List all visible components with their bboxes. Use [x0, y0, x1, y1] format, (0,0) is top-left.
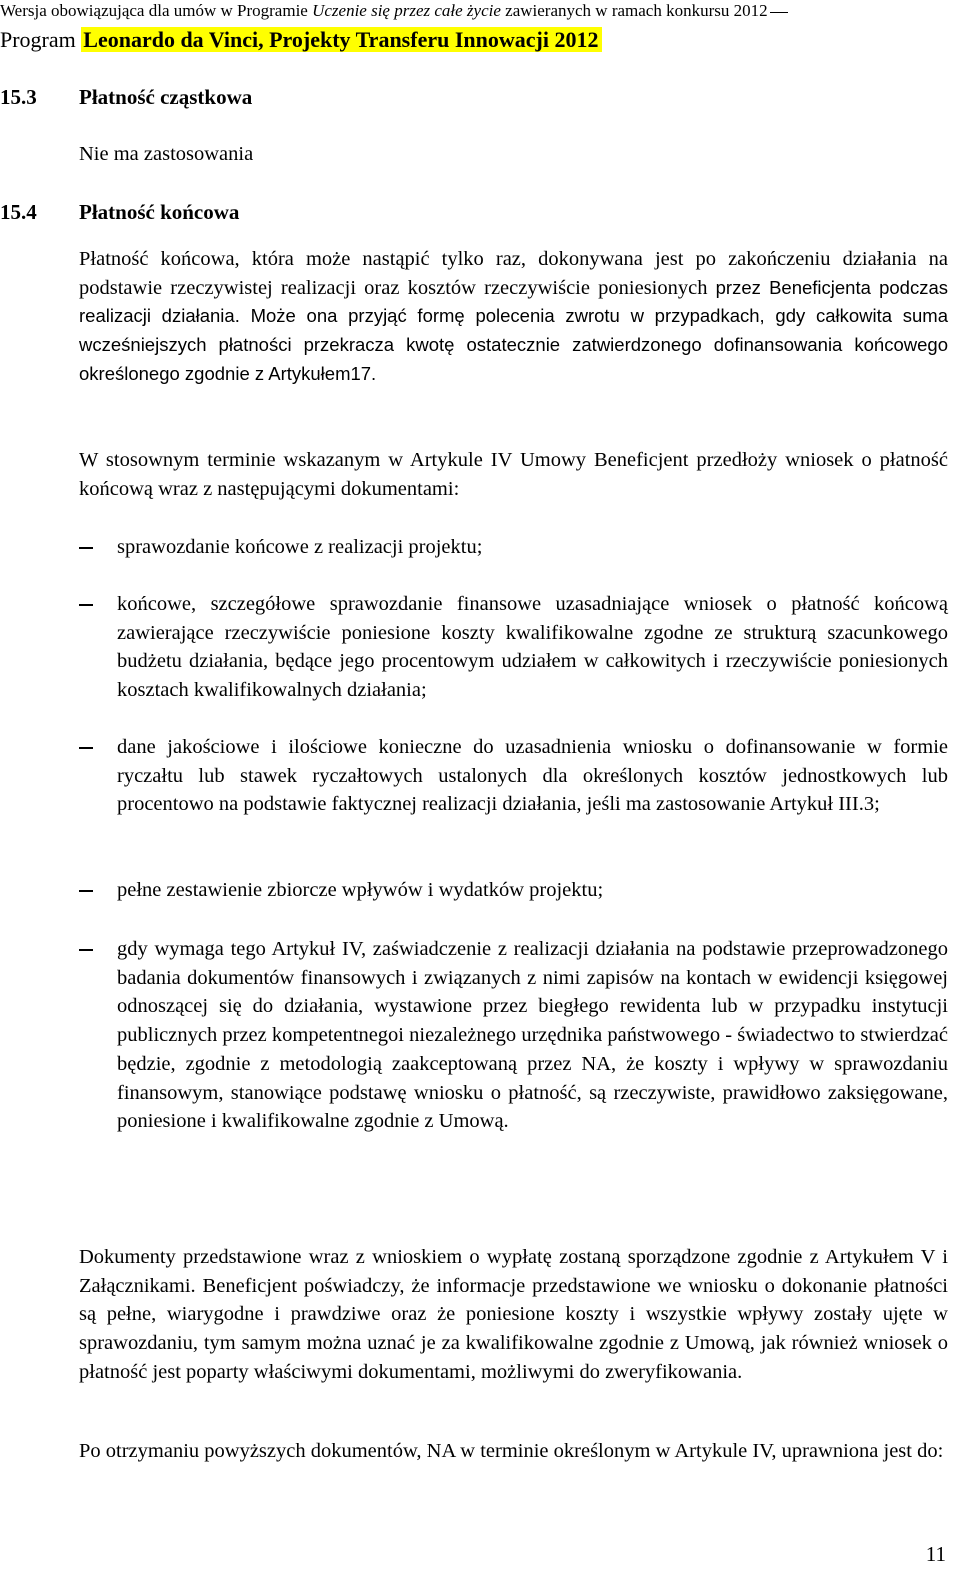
- header-text-a: Wersja obowiązująca dla umów w Programie: [0, 1, 313, 20]
- paragraph-part-serif: Płatność końcowa, która może nastąpić tylko raz, dokonywana jest po zakończeniu działania na podstawie rzeczywistej realizacji oraz kosztów rzeczywiście poniesionych: [79, 248, 948, 299]
- programme-label: Program: [0, 27, 82, 52]
- section-number: 15.4: [0, 200, 37, 224]
- paragraph-na-rights: Po otrzymaniu powyższych dokumentów, NA w terminie określonym w Artykule IV, uprawniona jest do:: [79, 1440, 944, 1462]
- header-rule: [770, 12, 788, 13]
- list-item-text: pełne zestawienie zbiorcze wpływów i wydatków projektu;: [117, 879, 604, 901]
- list-item-text: sprawozdanie końcowe z realizacji projektu;: [117, 536, 483, 558]
- paragraph-part-sans: przez Beneficjenta podczas realizacji działania. Może ona przyjąć formę polecenia zwrotu w przypadkach, gdy całkowita suma wcześniejszych płatności przekracza kwotę ostatecznie zatwierdzonego dofinansowania końcowego określonego zgodnie z Artykułem17.: [79, 276, 948, 384]
- section-15-4-heading: [0, 199, 239, 225]
- section-15-3-text: Nie ma zastosowania: [79, 143, 254, 165]
- programme-header: [0, 26, 960, 54]
- list-item-text: gdy wymaga tego Artykuł IV, zaświadczenie z realizacji działania na podstawie przeprowadzonego badania dokumentów finansowych i związanych z nimi zapisów na kontach w ewidencji księgowej odnoszącej się do działania, wystawione przez biegłego rewidenta lub w przypadku instytucji publicznych przez kompetentnegoi niezależnego urzędnika państwowego - świadectwo to stwierdzać będzie, zgodnie z metodologią zaakceptowaną przez NA, że koszty i wpływy w sprawozdaniu finansowym, stanowiące podstawę wniosku o płatność, są rzeczywiste, prawidłowo zaksięgowane, poniesione i kwalifikowalne zgodnie z Umową.: [117, 938, 948, 1133]
- list-item-text: dane jakościowe i ilościowe konieczne do uzasadnienia wniosku o dofinansowanie w formie ryczałtu lub stawek ryczałtowych ustalonych dla określonych kosztów jednostkowych lub procentowo na podstawie faktycznej realizacji działania, jeśli ma zastosowanie Artykuł III.3;: [117, 736, 948, 816]
- section-15-3-heading: [0, 84, 252, 110]
- paragraph-documents-intro: W stosownym terminie wskazanym w Artykule IV Umowy Beneficjent przedłoży wniosek o płatność końcową wraz z następującymi dokumentami:: [79, 449, 948, 500]
- header-programme-name: Uczenie się przez całe życie: [312, 1, 501, 20]
- section-title: Płatność cząstkowa: [79, 85, 253, 109]
- section-number: 15.3: [0, 85, 37, 109]
- paragraph-final-payment: [79, 245, 948, 389]
- paragraph-documents-compliance: Dokumenty przedstawione wraz z wnioskiem o wypłatę zostaną sporządzone zgodnie z Artykułem V i Załącznikami. Beneficjent poświadczy, że informacje przedstawione we wniosku o dokonanie płatności są pełne, wiarygodne i prawdziwe oraz że poniesione koszty i wszystkie wpływy zostały ujęte w sprawozdaniu, tym samym można uznać je za kwalifikowalne zgodnie z Umową, jak również wniosek o płatność jest poparty właściwymi dokumentami, możliwymi do zweryfikowania.: [79, 1246, 948, 1383]
- section-title: Płatność końcowa: [79, 200, 240, 224]
- running-header: [0, 0, 960, 24]
- list-item-text: końcowe, szczegółowe sprawozdanie finansowe uzasadniające wniosek o płatność końcową zawierające rzeczywiście poniesione koszty kwalifikowalne zgodne ze strukturą szacunkowego budżetu działania, będące jego procentowym udziałem w całkowitych i rzeczywiście poniesionych kosztach kwalifikowalnych działania;: [117, 593, 948, 702]
- header-text-b: zawieranych w ramach konkursu 2012: [500, 1, 768, 20]
- page-number: 11: [925, 1542, 946, 1566]
- programme-highlight: Leonardo da Vinci, Projekty Transferu Innowacji 2012: [81, 27, 602, 52]
